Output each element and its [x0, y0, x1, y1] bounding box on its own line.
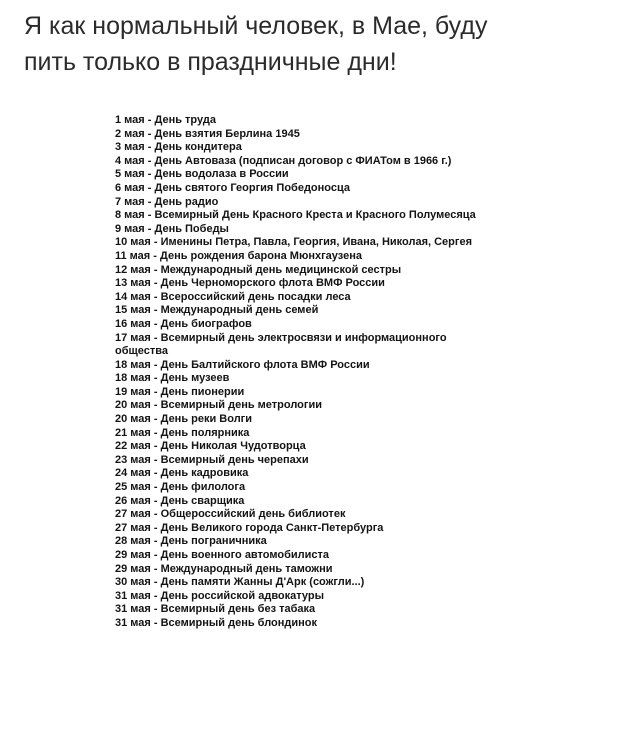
- may-holidays-list: [115, 114, 476, 631]
- list-item: 9 мая - День Победы: [115, 222, 229, 235]
- list-item: 19 мая - День пионерии: [115, 385, 245, 398]
- list-item: 25 мая - День филолога: [115, 481, 246, 494]
- list-item: 27 мая - Общероссийский день библиотек: [115, 508, 346, 521]
- list-item: 24 мая - День кадровика: [115, 467, 249, 480]
- caption-line-2: пить только в праздничные дни!: [24, 48, 397, 76]
- list-item: 7 мая - День радио: [115, 195, 219, 208]
- list-item: 12 мая - Международный день медицинской сестры: [115, 263, 402, 276]
- list-item: 17 мая - Всемирный день электросвязи и информационного: [115, 331, 447, 344]
- list-item: 31 мая - Всемирный день без табака: [115, 603, 316, 616]
- list-item: 15 мая - Международный день семей: [115, 304, 319, 317]
- list-item: 16 мая - День биографов: [115, 317, 252, 330]
- list-item: 4 мая - День Автоваза (подписан договор с ФИАТом в 1966 г.): [115, 154, 452, 167]
- list-item: 6 мая - День святого Георгия Победоносца: [115, 181, 350, 194]
- list-item: 30 мая - День памяти Жанны Д'Арк (сожгли...): [115, 576, 365, 589]
- list-item: 3 мая - День кондитера: [115, 141, 242, 154]
- list-item: 13 мая - День Черноморского флота ВМФ России: [115, 277, 385, 290]
- list-item: 31 мая - День российской адвокатуры: [115, 589, 325, 602]
- list-item: 26 мая - День сварщика: [115, 494, 245, 507]
- list-item: общества: [115, 345, 169, 358]
- list-item: 2 мая - День взятия Берлина 1945: [115, 127, 300, 140]
- caption-line-1: Я как нормальный человек, в Мае, буду: [24, 12, 488, 40]
- list-item: 21 мая - День полярника: [115, 426, 250, 439]
- list-item: 20 мая - Всемирный день метрологии: [115, 399, 322, 412]
- list-item: 23 мая - Всемирный день черепахи: [115, 453, 309, 466]
- list-item: 29 мая - День военного автомобилиста: [115, 549, 330, 561]
- list-item: 14 мая - Всероссийский день посадки леса: [115, 290, 351, 303]
- list-item: 27 мая - День Великого города Санкт-Петербурга: [115, 521, 384, 534]
- list-item: 5 мая - День водолаза в России: [115, 168, 289, 181]
- list-item: 18 мая - День музеев: [115, 372, 230, 385]
- list-item: 8 мая - Всемирный День Красного Креста и Красного Полумесяца: [115, 209, 476, 222]
- list-item: 11 мая - День рождения барона Мюнхгаузена: [115, 249, 362, 262]
- list-item: 29 мая - Международный день таможни: [115, 562, 333, 575]
- list-item: 22 мая - День Николая Чудотворца: [115, 440, 306, 453]
- list-item: 18 мая - День Балтийского флота ВМФ России: [115, 358, 370, 371]
- list-item: 20 мая - День реки Волги: [115, 413, 253, 426]
- list-item: 1 мая - День труда: [115, 114, 216, 126]
- list-item: 28 мая - День пограничника: [115, 535, 267, 548]
- list-item: 31 мая - Всемирный день блондинок: [115, 616, 318, 629]
- post-caption: [24, 8, 624, 80]
- list-item: 10 мая - Именины Петра, Павла, Георгия, Ивана, Николая, Сергея: [115, 236, 473, 249]
